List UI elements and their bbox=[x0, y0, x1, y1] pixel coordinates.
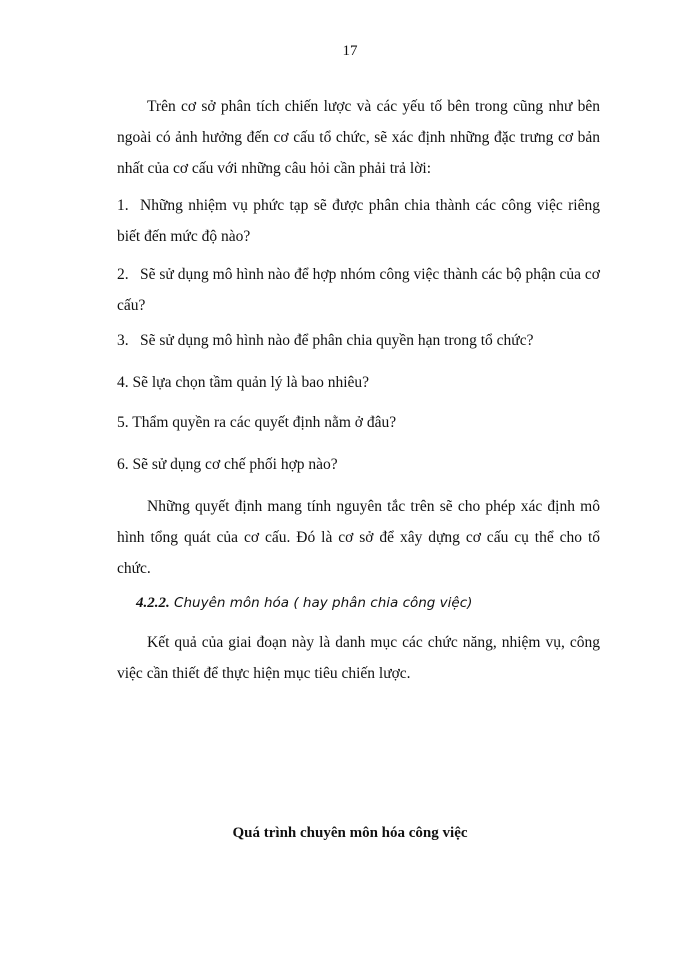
question-item-6 bbox=[117, 449, 600, 480]
question-item-5 bbox=[117, 407, 600, 438]
section-title: Chuyên môn hóa ( hay phân chia công việc) bbox=[174, 595, 473, 611]
question-text: Sẽ sử dụng cơ chế phối hợp nào? bbox=[132, 456, 338, 473]
question-number: 2. bbox=[117, 266, 129, 283]
question-number: 1. bbox=[117, 197, 129, 214]
question-text: Sẽ sử dụng mô hình nào để phân chia quyền hạn trong tổ chức? bbox=[140, 332, 534, 349]
question-item-4 bbox=[117, 367, 600, 398]
section-number: 4.2.2. bbox=[136, 595, 170, 611]
question-text: Những nhiệm vụ phức tạp sẽ được phân chia thành các công việc riêng biết đến mức độ nào? bbox=[117, 197, 600, 245]
figure-caption: Quá trình chuyên môn hóa công việc bbox=[232, 825, 468, 841]
question-item-3 bbox=[117, 325, 600, 356]
section-paragraph: Kết quả của giai đoạn này là danh mục các chức năng, nhiệm vụ, công việc cần thiết để thực hiện mục tiêu chiến lược. bbox=[117, 634, 600, 682]
question-number: 6. bbox=[117, 456, 129, 473]
question-text: Thẩm quyền ra các quyết định nằm ở đâu? bbox=[132, 414, 397, 431]
question-text: Sẽ lựa chọn tầm quản lý là bao nhiêu? bbox=[132, 374, 370, 391]
question-number: 3. bbox=[117, 332, 129, 349]
question-number: 5. bbox=[117, 414, 129, 431]
question-item-1 bbox=[117, 190, 600, 252]
page-number: 17 bbox=[342, 43, 358, 59]
question-text: Sẽ sử dụng mô hình nào để hợp nhóm công việc thành các bộ phận của cơ cấu? bbox=[117, 266, 600, 314]
question-number: 4. bbox=[117, 374, 129, 391]
intro-paragraph: Trên cơ sở phân tích chiến lược và các yếu tố bên trong cũng như bên ngoài có ảnh hưởng đến cơ cấu tổ chức, sẽ xác định những đặc trưng cơ bản nhất của cơ cấu với những câu hỏi cần phải trả lời: bbox=[117, 98, 600, 177]
conclusion-paragraph: Những quyết định mang tính nguyên tắc trên sẽ cho phép xác định mô hình tổng quát của cơ cấu. Đó là cơ sở để xây dựng cơ cấu cụ thể cho tổ chức. bbox=[117, 498, 600, 577]
section-heading bbox=[136, 591, 472, 615]
question-item-2 bbox=[117, 259, 600, 321]
